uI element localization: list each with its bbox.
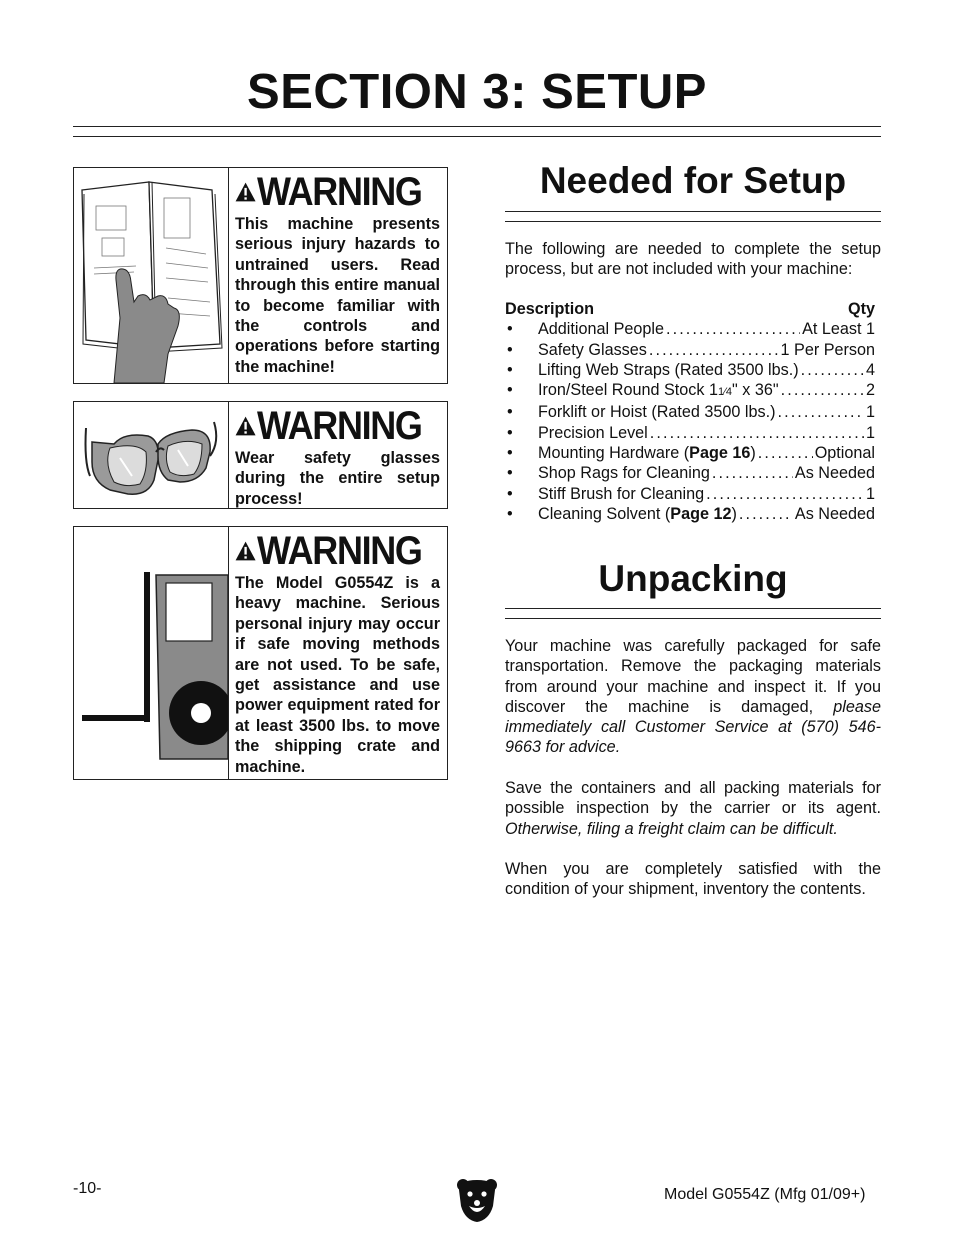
customer-service-note: please immediately call Customer Service at (570) 546-9663 for advice.: [505, 697, 881, 757]
page-reference: Page 12: [670, 504, 732, 523]
unpacking-heading: Unpacking: [598, 558, 788, 599]
title-rule-top: [73, 126, 881, 127]
needed-intro: The following are needed to complete the setup process, but are not included with your machine:: [505, 240, 881, 279]
needed-heading: Needed for Setup: [539, 160, 847, 201]
item-name: Precision Level: [538, 423, 648, 442]
leader-dots: [706, 484, 864, 504]
table-header: [505, 299, 875, 319]
col-description: Description: [505, 300, 595, 318]
section-rule: [505, 618, 881, 619]
page-reference: Page 16: [689, 444, 751, 463]
leader-dots: [649, 340, 779, 360]
needed-items-table: [505, 299, 875, 524]
bullet: •: [507, 403, 513, 422]
title-rule-bottom: [73, 136, 881, 137]
section-rule: [505, 221, 881, 222]
list-item: [505, 504, 875, 524]
leader-dots: [712, 463, 793, 483]
warning-header: [235, 406, 440, 446]
bullet: •: [507, 381, 513, 400]
bullet: •: [507, 423, 513, 442]
warning-triangle-icon: [235, 175, 256, 209]
item-qty: At Least 1: [802, 320, 875, 339]
item-qty: 2: [865, 381, 875, 400]
bullet: •: [507, 360, 513, 379]
list-item: [505, 443, 875, 463]
safety-glasses-illustration: [74, 402, 229, 508]
item-name: Iron/Steel Round Stock 11⁄4" x 36": [538, 381, 779, 400]
warning-heading: WARNING: [257, 170, 422, 214]
item-qty: 1: [865, 403, 875, 422]
warning-text: The Model G0554Z is a heavy machine. Serious personal injury may occur if safe moving methods are not used. To be safe, get assistance and use power equipment rated for at least 3500 lbs. to move the shipping crate and machine.: [235, 574, 440, 776]
freight-claim-note: Otherwise, filing a freight claim can be difficult.: [505, 819, 838, 838]
bullet: •: [507, 504, 513, 523]
warning-box-forklift: [73, 526, 448, 780]
warning-heading: WARNING: [257, 529, 422, 573]
list-item: [505, 423, 875, 443]
item-name: Cleaning Solvent (Page 12): [538, 504, 737, 523]
list-item: [505, 402, 875, 422]
list-item: [505, 463, 875, 483]
item-qty: Optional: [814, 444, 875, 463]
list-item: [505, 484, 875, 504]
model-footer: Model G0554Z (Mfg 01/09+): [664, 1186, 866, 1203]
leader-dots: [778, 402, 864, 422]
item-qty: 1: [865, 423, 875, 442]
item-name: Safety Glasses: [538, 340, 647, 359]
warning-box-glasses: [73, 401, 448, 509]
list-item: [505, 380, 875, 402]
bullet: •: [507, 320, 513, 339]
leader-dots: [650, 423, 864, 443]
item-name: Additional People: [538, 320, 664, 339]
item-qty: As Needed: [794, 464, 875, 483]
leader-dots: [739, 504, 793, 524]
item-name: Forklift or Hoist (Rated 3500 lbs.): [538, 403, 776, 422]
item-qty: 1 Per Person: [780, 340, 875, 359]
warning-triangle-icon: [235, 409, 256, 443]
warning-heading: WARNING: [257, 404, 422, 448]
list-item: [505, 319, 875, 339]
warning-box-manual: [73, 167, 448, 384]
item-qty: 4: [865, 360, 875, 379]
warning-triangle-icon: [235, 534, 256, 568]
bullet: •: [507, 484, 513, 503]
unpacking-paragraph-3: When you are completely satisfied with the condition of your shipment, inventory the contents.: [505, 860, 881, 899]
bullet: •: [507, 340, 513, 359]
bullet: •: [507, 444, 513, 463]
reading-manual-illustration: [74, 168, 229, 383]
col-qty: Qty: [848, 300, 875, 318]
bear-logo-icon: [455, 1176, 499, 1224]
unpacking-paragraph-2: Save the containers and all packing materials for possible inspection by the carrier or its agent. Otherwise, filing a freight claim can be difficult.: [505, 779, 881, 838]
bullet: •: [507, 464, 513, 483]
item-name: Stiff Brush for Cleaning: [538, 484, 705, 503]
warning-text: This machine presents serious injury hazards to untrained users. Read through this entire manual to become familiar with the controls and operations before starting the machine!: [235, 215, 440, 376]
forklift-illustration: [74, 527, 229, 779]
list-item: [505, 360, 875, 380]
item-name: Mounting Hardware (Page 16): [538, 444, 756, 463]
item-qty: As Needed: [794, 504, 875, 523]
page-number: -10-: [73, 1180, 102, 1197]
leader-dots: [801, 360, 864, 380]
warning-text: Wear safety glasses during the entire setup process!: [235, 449, 440, 508]
leader-dots: [758, 443, 813, 463]
warning-header: [235, 531, 440, 571]
item-name: Lifting Web Straps (Rated 3500 lbs.): [538, 360, 799, 379]
leader-dots: [666, 319, 800, 339]
item-qty: 1: [865, 484, 875, 503]
section-rule: [505, 608, 881, 609]
fraction: 1⁄4: [717, 386, 733, 399]
item-name: Shop Rags for Cleaning: [538, 464, 710, 483]
list-item: [505, 340, 875, 360]
page-title: SECTION 3: SETUP: [247, 65, 707, 119]
section-rule: [505, 211, 881, 212]
warning-header: [235, 172, 440, 212]
leader-dots: [781, 380, 864, 400]
unpacking-paragraph-1: Your machine was carefully packaged for safe transportation. Remove the packaging materials from around your machine and inspect it. If you discover the machine is damaged, please immediately call Customer Service at (570) 546-9663 for advice.: [505, 637, 881, 757]
